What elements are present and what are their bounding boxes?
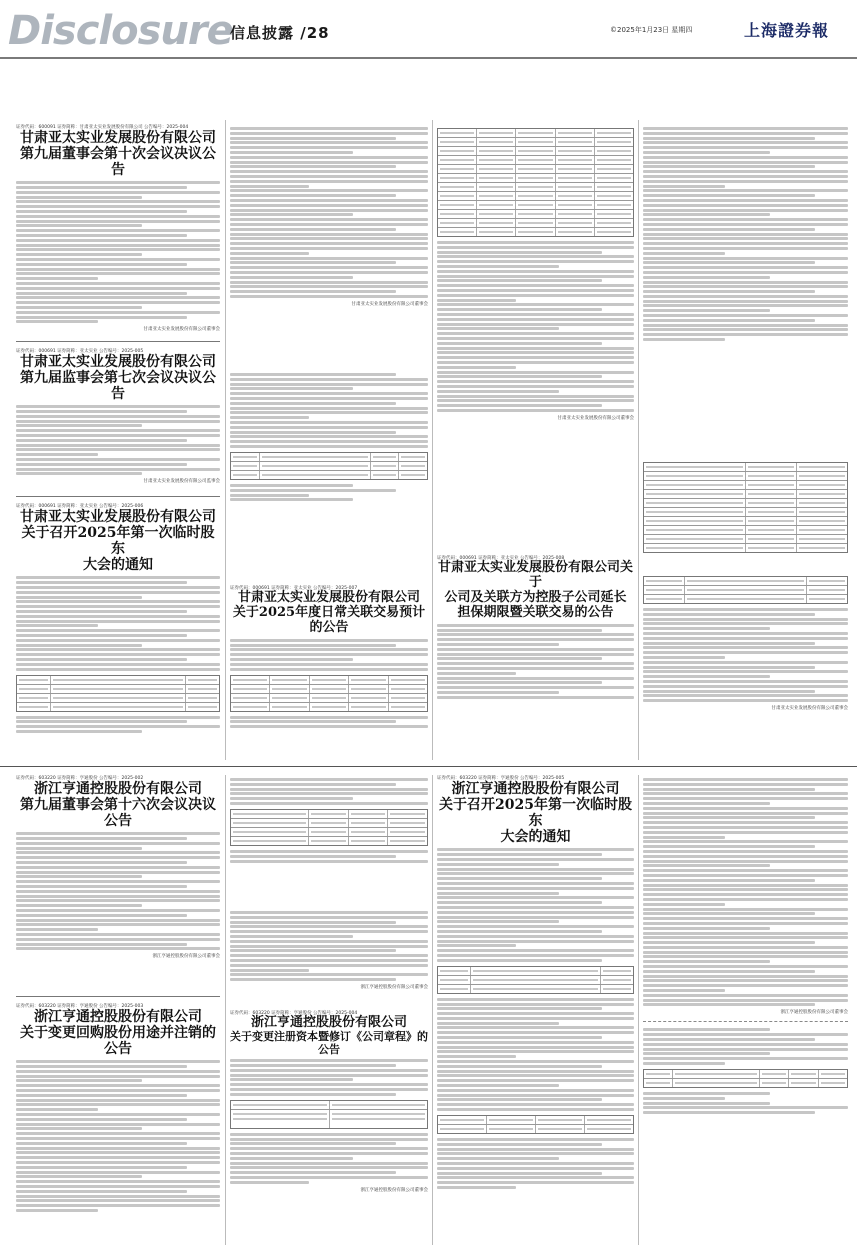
- title-line: 大会的通知: [83, 557, 153, 574]
- title-line: 公司及关联方为控股子公司延长: [444, 589, 627, 605]
- announcement-title: [16, 354, 220, 402]
- section-title: 信息披露 /28: [230, 24, 330, 42]
- half-page-divider: [0, 766, 857, 767]
- title-line: 担保期限暨关联交易的公告: [457, 604, 614, 620]
- announcement-title: [16, 130, 220, 178]
- proxy-vote-table: [230, 452, 428, 480]
- title-line: 浙江亨通控股股份有限公司: [34, 1009, 202, 1025]
- announcement-signature: 浙江亨通控股股份有限公司董事会: [360, 985, 428, 991]
- announcement-meta: 证券代码：600091 证券简称：甘肃亚太实业发展股份有限公司 公告编号：2025-004: [16, 125, 189, 130]
- column-divider: [432, 120, 433, 760]
- announcement-signature: 甘肃亚太实业发展股份有限公司监事会: [143, 479, 220, 485]
- proposal-table: [16, 675, 220, 712]
- newspaper-brand: 上海證券報: [744, 21, 830, 40]
- disclosure-logo: Disclosure: [8, 8, 233, 54]
- announcement-related-transactions: [230, 585, 428, 760]
- related-transactions-continued: [437, 124, 634, 544]
- guarantee-continued: [643, 124, 848, 454]
- title-line: 甘肃亚太实业发展股份有限公司关于: [437, 560, 633, 590]
- announcement-signature: 甘肃亚太实业发展股份有限公司董事会: [143, 327, 220, 333]
- masthead: [0, 0, 857, 60]
- announcement-hengtong-meeting: [437, 775, 634, 1245]
- title-line: 关于召开2025年第一次临时股东: [439, 797, 632, 830]
- announcement-meta: 证券代码：603220 证券简称：亨通股份 公告编号：2025-003: [16, 1004, 144, 1009]
- column-divider: [638, 120, 639, 760]
- announcement-shareholder-meeting: [16, 490, 220, 760]
- proxy-form: [643, 1028, 848, 1065]
- announcement-title: [16, 781, 220, 829]
- financial-table-block: [643, 458, 848, 568]
- title-line: 甘肃亚太实业发展股份有限公司: [20, 509, 216, 525]
- meeting-proposal-table: [437, 966, 634, 994]
- title-line: 浙江亨通控股股份有限公司: [451, 781, 620, 797]
- announcement-title: [437, 561, 634, 621]
- announcement-body: [16, 405, 220, 475]
- articles-amendment-table: [230, 1100, 428, 1129]
- guarantee-table: [643, 576, 848, 604]
- announcement-meta: 证券代码：603220 证券简称：亨通股份 公告编号：2025-002: [16, 776, 144, 781]
- announcement-hengtong-board: [16, 775, 220, 985]
- announcement-title: [16, 1009, 220, 1057]
- title-line: 浙江亨通控股股份有限公司: [34, 781, 202, 797]
- title-line: 大会的通知: [500, 829, 571, 846]
- continuation-text: [230, 124, 428, 364]
- title-line: 关于变更回购股份用途并注销的公告: [20, 1025, 216, 1058]
- announcement-title: [230, 1016, 428, 1056]
- column-divider: [638, 775, 639, 1245]
- announcement-title: [437, 781, 634, 845]
- title-line: 第九届董事会第十次会议决议公告: [20, 146, 216, 179]
- announcement-meta: 证券代码：000691 证券简称：亚太实业 公告编号：2025-006: [16, 504, 144, 509]
- dateline: ©2025年1月23日 星期四: [610, 26, 693, 34]
- announcement-signature: 甘肃亚太实业发展股份有限公司董事会: [557, 415, 634, 421]
- announcement-meta: 证券代码：000691 证券简称：亚太实业 公告编号：2025-007: [230, 586, 358, 591]
- masthead-rule: [0, 57, 857, 59]
- announcement-guarantee-extension: [437, 555, 634, 760]
- announcement-board-resolution: [16, 124, 220, 333]
- title-line: 甘肃亚太实业发展股份有限公司: [237, 590, 420, 605]
- announcement-supervisory-resolution: [16, 335, 220, 485]
- announcement-meta: 证券代码：000691 证券简称：亚太实业 公告编号：2025-005: [16, 349, 144, 354]
- title-line: 第九届监事会第七次会议决议公告: [20, 370, 216, 403]
- guarantee-details: [643, 572, 848, 760]
- announcement-hengtong-articles: [230, 1010, 428, 1245]
- title-line: 甘肃亚太实业发展股份有限公司: [20, 354, 216, 370]
- buyback-details: [230, 908, 428, 1008]
- announcement-signature: 浙江亨通控股股份有限公司董事会: [780, 1010, 848, 1016]
- estimated-transaction-table: [437, 128, 634, 237]
- meeting-notice-continued: [643, 775, 848, 1245]
- announcement-signature: 浙江亨通控股股份有限公司董事会: [152, 954, 220, 960]
- announcement-signature: 甘肃亚太实业发展股份有限公司董事会: [351, 301, 428, 307]
- attendance-table: [437, 1115, 634, 1134]
- financial-data-table: [643, 462, 848, 553]
- title-line: 第九届董事会第十六次会议决议公告: [20, 797, 216, 830]
- announcement-body: [16, 181, 220, 323]
- title-line: 关于2025年度日常关联交易预计的公告: [232, 604, 426, 635]
- share-structure-table: [230, 809, 428, 846]
- proxy-vote-table: [643, 1069, 848, 1088]
- attachment-proxy-form: [230, 370, 428, 580]
- announcement-meta: 证券代码：603220 证券简称：亨通股份 公告编号：2025-004: [230, 1011, 358, 1016]
- title-line: 甘肃亚太实业发展股份有限公司: [20, 130, 216, 146]
- announcement-hengtong-buyback: [16, 990, 220, 1245]
- announcement-title: [16, 509, 220, 573]
- transaction-table: [230, 675, 428, 712]
- announcement-meta: 证券代码：000691 证券简称：亚太实业 公告编号：2025-008: [437, 556, 565, 561]
- announcement-title: [230, 591, 428, 636]
- column-divider: [432, 775, 433, 1245]
- announcement-signature: 浙江亨通控股股份有限公司董事会: [360, 1187, 428, 1193]
- announcement-body: [16, 576, 220, 670]
- announcement-meta: 证券代码：603220 证券简称：亨通股份 公告编号：2025-005: [437, 776, 565, 781]
- announcement-signature: 甘肃亚太实业发展股份有限公司董事会: [771, 706, 848, 712]
- title-line: 关于变更注册资本暨修订《公司章程》的公告: [230, 1029, 428, 1056]
- title-line: 关于召开2025年第一次临时股东: [21, 525, 215, 558]
- column-divider: [225, 775, 226, 1245]
- title-line: 浙江亨通控股股份有限公司: [250, 1015, 407, 1030]
- column-divider: [225, 120, 226, 760]
- buyback-continued: [230, 775, 428, 905]
